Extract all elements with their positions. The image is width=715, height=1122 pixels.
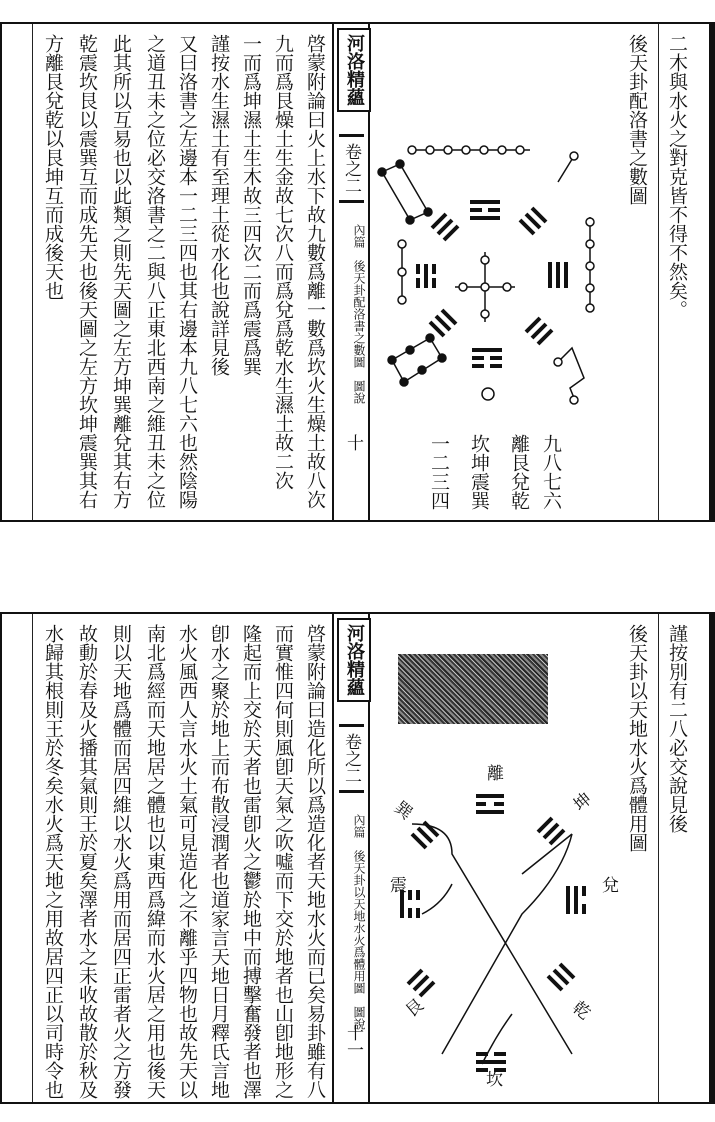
- bottom-left-col-2: 而實惟四何則風卽天氣之吹噓而下交於地者也山卽地形之: [272, 624, 294, 1099]
- bottom-diagram-title: 後天卦以天地水火爲體用圖: [626, 624, 648, 852]
- bottom-left-rule: [32, 614, 33, 1102]
- bottom-left-col-3: 隆起而上交於天者也雷卽火之鬱於地中而搏擊奮發者也澤: [240, 624, 262, 1099]
- trigram-label-dui: 兌: [598, 876, 618, 893]
- bottom-page-number: 十一: [343, 1024, 363, 1058]
- bottom-left-col-9: 水歸其根則王於冬矣水火爲天地之用故居四正以司時令也: [42, 624, 64, 1099]
- bottom-book-title: 河洛精蘊: [337, 618, 371, 702]
- top-left-col-8: 乾震坎艮以震巽互而成先天也後天圖之左方坎坤震巽其右: [76, 34, 98, 509]
- bottom-center-rule: [332, 614, 334, 1102]
- top-left-col-2: 九而爲艮燥土生金故七次八而爲兌爲乾水生濕土故二次: [272, 34, 294, 490]
- bottom-section-label: 內篇 後天卦以天地水火爲體用圖 圖說: [352, 814, 366, 1030]
- top-left-col-3: 一而爲坤濕土生木故三四次二而爲震爲巽: [240, 34, 262, 376]
- top-left-col-9: 方離艮兌乾以艮坤互而成後天也: [42, 34, 64, 300]
- top-diagram-title: 後天卦配洛書之數圖: [626, 34, 648, 205]
- top-section-label: 內篇 後天卦配洛書之數圖 圖說: [352, 224, 366, 404]
- label-names-upper: 離艮兌乾: [508, 434, 530, 510]
- bottom-left-col-8: 故動於春及火播其氣則王於夏矣澤者水之未收故散於秋及: [76, 624, 98, 1099]
- trigram-label-zhen: 震: [386, 876, 406, 893]
- top-juan: 卷之二: [339, 134, 364, 203]
- top-luoshu-diagram: [360, 32, 620, 502]
- bottom-page: [0, 612, 715, 1104]
- top-page: [0, 22, 715, 522]
- top-left-rule: [32, 24, 33, 520]
- label-names-lower: 坎坤震巽: [468, 434, 490, 510]
- top-book-title: 河洛精蘊: [337, 28, 371, 112]
- trigram-label-kan: 坎: [482, 1070, 502, 1087]
- bottom-page-right-edge: [709, 612, 715, 1104]
- bottom-rule: [658, 614, 659, 1102]
- bottom-tiyong-diagram: [372, 624, 632, 1094]
- bottom-left-col-7: 則以天地爲體而居四維以水火爲用而居四正雷者火之方發: [110, 624, 132, 1099]
- top-center-rule: [332, 24, 334, 520]
- top-left-col-7: 此其所以互易也以此類之則先天圖之左方坤巽離兌其右方: [110, 34, 132, 509]
- bottom-left-col-4: 卽水之聚於地上而布散浸潤者也道家言天地日月釋氏言地: [208, 624, 230, 1099]
- top-left-col-5: 又曰洛書之左邊本一二三四也其右邊本九八七六也然陰陽: [176, 34, 198, 509]
- trigram-label-xun: 巽: [388, 795, 416, 822]
- top-left-col-1: 啓蒙附論曰火上水下故九數爲離一數爲坎火生燥土故八次: [304, 34, 326, 509]
- bottom-left-col-5: 水火風西人言水火土氣可見造化之不離乎四物也故先天以: [176, 624, 198, 1099]
- top-left-col-4: 謹按水生濕土有至理土從水化也說詳見後: [208, 34, 230, 376]
- label-nums-upper: 九八七六: [540, 434, 562, 510]
- bottom-left-col-1: 啓蒙附論曰造化所以爲造化者天地水火而已矣易卦雖有八: [304, 624, 326, 1099]
- trigram-label-qian: 乾: [566, 995, 594, 1022]
- label-nums-lower: 一二三四: [428, 434, 450, 510]
- bottom-left-col-6: 南北爲經而天地居之體也以東西爲緯而水火居之用也後天: [144, 624, 166, 1099]
- top-page-right-edge: [709, 22, 715, 522]
- trigram-label-gen: 艮: [398, 995, 426, 1022]
- top-left-col-6: 之道丑未之位必交洛書之二與八正東北西南之維丑未之位: [144, 34, 166, 509]
- top-page-number: 十: [343, 434, 363, 451]
- top-right-col-1: 二木與水火之對克皆不得不然矣。: [666, 34, 688, 319]
- top-rule: [658, 24, 659, 520]
- trigram-label-li: 離: [483, 764, 503, 781]
- trigram-label-kun: 坤: [566, 789, 594, 816]
- bottom-juan: 卷之二: [339, 724, 364, 793]
- bottom-right-col-1: 謹按別有二八必交說見後: [666, 624, 688, 833]
